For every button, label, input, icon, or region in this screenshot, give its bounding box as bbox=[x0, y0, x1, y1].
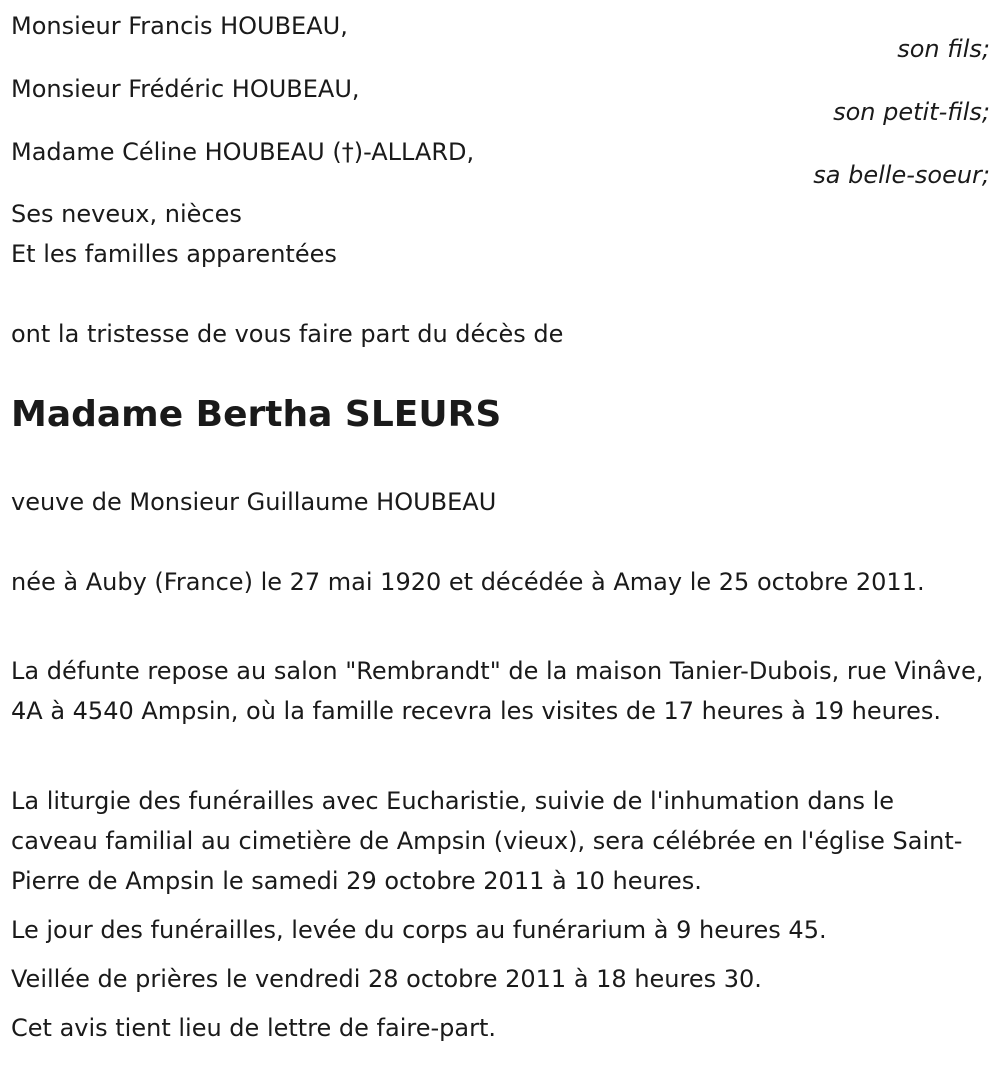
family-list bbox=[11, 194, 990, 274]
birth-death-paragraph: née à Auby (France) le 27 mai 1920 et décédée à Amay le 25 octobre 2011. bbox=[11, 568, 925, 596]
mourner-relation-1: son fils; bbox=[897, 35, 990, 63]
mourner-name-3: Madame Céline HOUBEAU (†)-ALLARD, bbox=[11, 138, 475, 166]
notice-paragraph: Cet avis tient lieu de lettre de faire-part. bbox=[11, 1014, 496, 1042]
announcement-text: ont la tristesse de vous faire part du décès de bbox=[11, 320, 564, 348]
vigil-paragraph: Veillée de prières le vendredi 28 octobre 2011 à 18 heures 30. bbox=[11, 965, 762, 993]
mourner-relation-3: sa belle-soeur; bbox=[813, 161, 990, 189]
funeral-paragraph: La liturgie des funérailles avec Eucharistie, suivie de l'inhumation dans le caveau familial au cimetière de Ampsin (vieux), sera célébrée en l'église Saint-Pierre de Ampsin le samedi 29 octobre 2011 à 10 heures. bbox=[11, 787, 963, 895]
mourner-name-2: Monsieur Frédéric HOUBEAU, bbox=[11, 75, 360, 103]
body-transfer-paragraph: Le jour des funérailles, levée du corps au funérarium à 9 heures 45. bbox=[11, 916, 827, 944]
widow-of-text: veuve de Monsieur Guillaume HOUBEAU bbox=[11, 488, 497, 516]
mourner-relation-2: son petit-fils; bbox=[833, 98, 990, 126]
deceased-name: Madame Bertha SLEURS bbox=[11, 394, 502, 435]
family-line-2: Et les familles apparentées bbox=[11, 240, 337, 268]
mourner-name-1: Monsieur Francis HOUBEAU, bbox=[11, 12, 348, 40]
visitation-paragraph: La défunte repose au salon "Rembrandt" de la maison Tanier-Dubois, rue Vinâve, 4A à 4540 Ampsin, où la famille recevra les visites de 17 heures à 19 heures. bbox=[11, 657, 984, 725]
family-line-1: Ses neveux, nièces bbox=[11, 200, 242, 228]
